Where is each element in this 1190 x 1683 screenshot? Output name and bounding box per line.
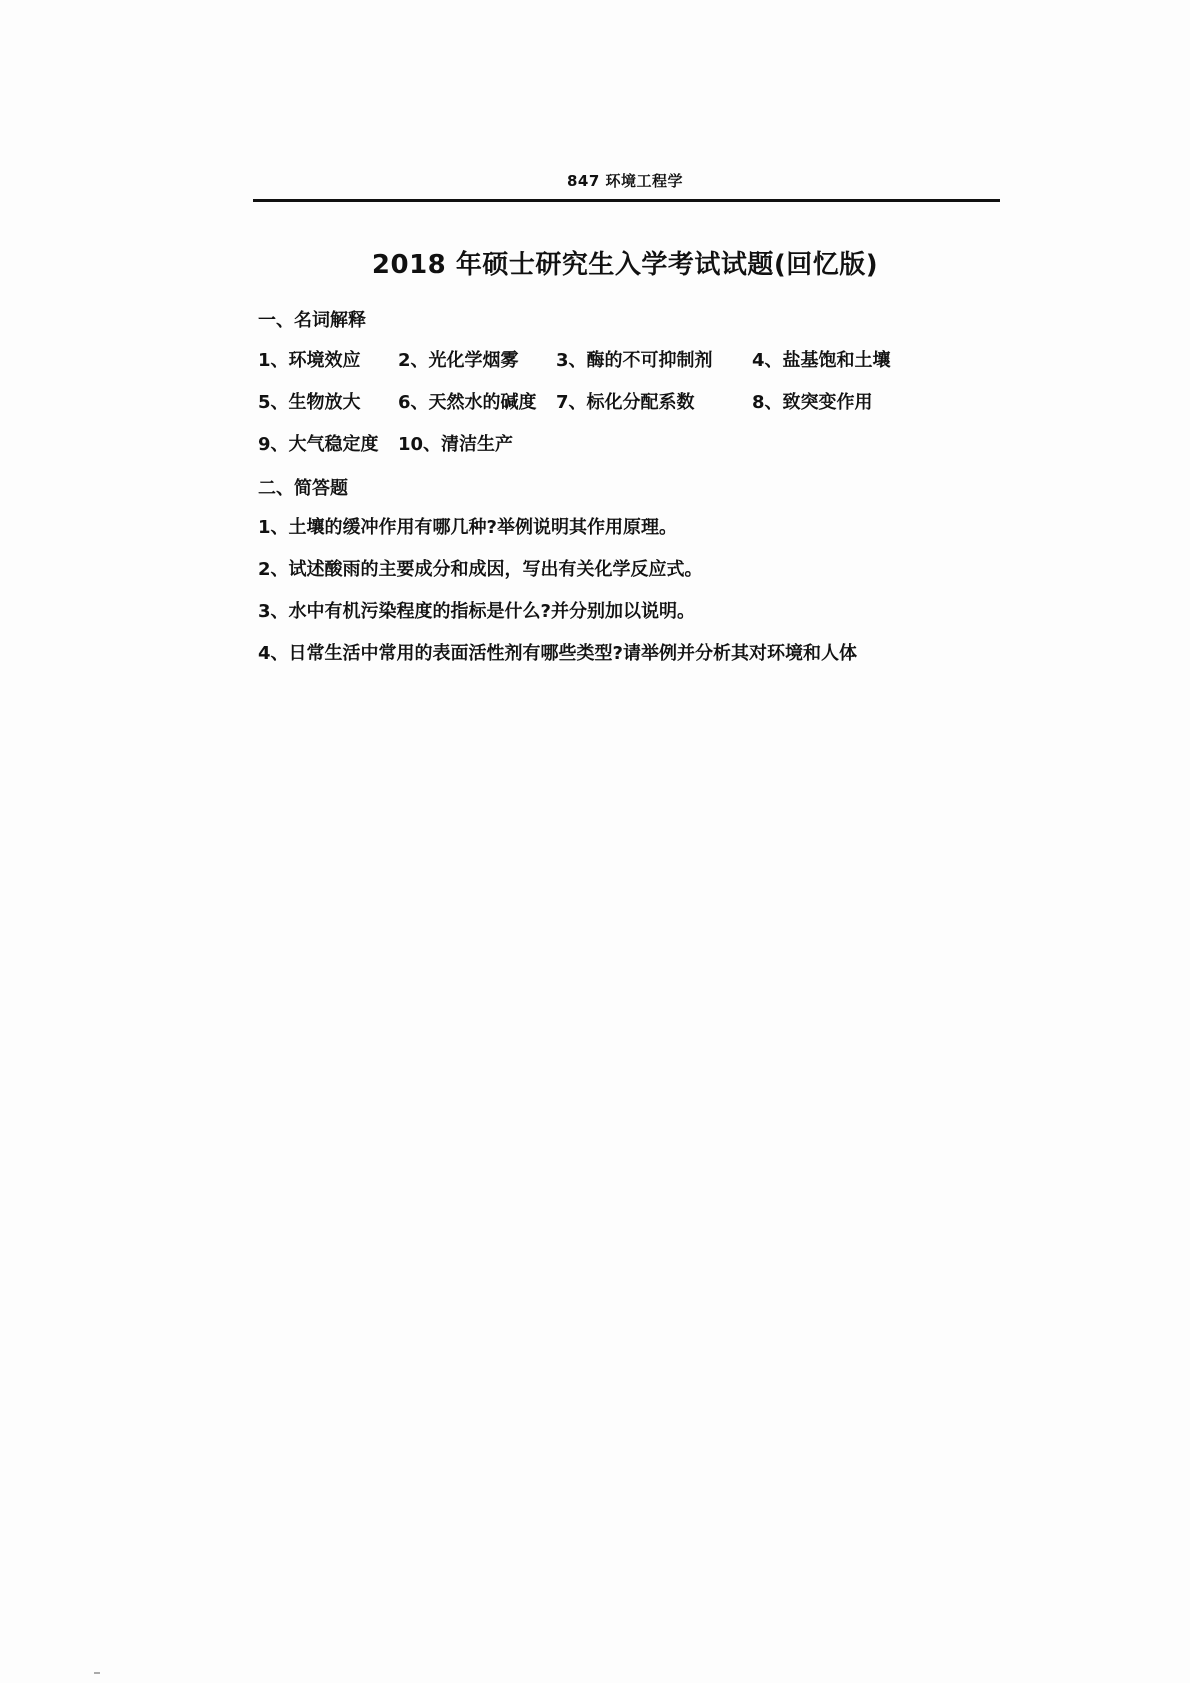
section-heading-terms: 一、名词解释	[258, 310, 366, 331]
term-item: 9、大气稳定度	[258, 434, 379, 455]
scan-artifact	[94, 1672, 100, 1674]
term-item: 7、标化分配系数	[556, 392, 695, 413]
term-item: 1、环境效应	[258, 350, 361, 371]
term-grid	[258, 346, 958, 472]
question-item: 1、土壤的缓冲作用有哪几种?举例说明其作用原理。	[258, 517, 677, 538]
term-row	[258, 430, 958, 472]
course-header: 847 环境工程学	[566, 172, 684, 190]
term-item: 2、光化学烟雾	[398, 350, 519, 371]
question-item: 2、试述酸雨的主要成分和成因，写出有关化学反应式。	[258, 559, 703, 580]
truncated-text-fragment	[258, 680, 318, 688]
section-heading-short-answer: 二、简答题	[258, 478, 348, 499]
term-item: 10、清洁生产	[398, 434, 514, 455]
question-item: 3、水中有机污染程度的指标是什么?并分别加以说明。	[258, 601, 695, 622]
term-item: 8、致突变作用	[752, 392, 873, 413]
question-item: 4、日常生活中常用的表面活性剂有哪些类型?请举例并分析其对环境和人体	[258, 643, 857, 664]
header-divider	[253, 199, 1000, 202]
term-item: 4、盐基饱和土壤	[752, 350, 891, 371]
term-item: 6、天然水的碱度	[398, 392, 537, 413]
term-item: 5、生物放大	[258, 392, 361, 413]
term-row	[258, 388, 958, 430]
exam-title: 2018 年硕士研究生入学考试试题(回忆版)	[371, 250, 879, 280]
term-item: 3、酶的不可抑制剂	[556, 350, 713, 371]
question-list	[258, 516, 978, 684]
term-row	[258, 346, 958, 388]
